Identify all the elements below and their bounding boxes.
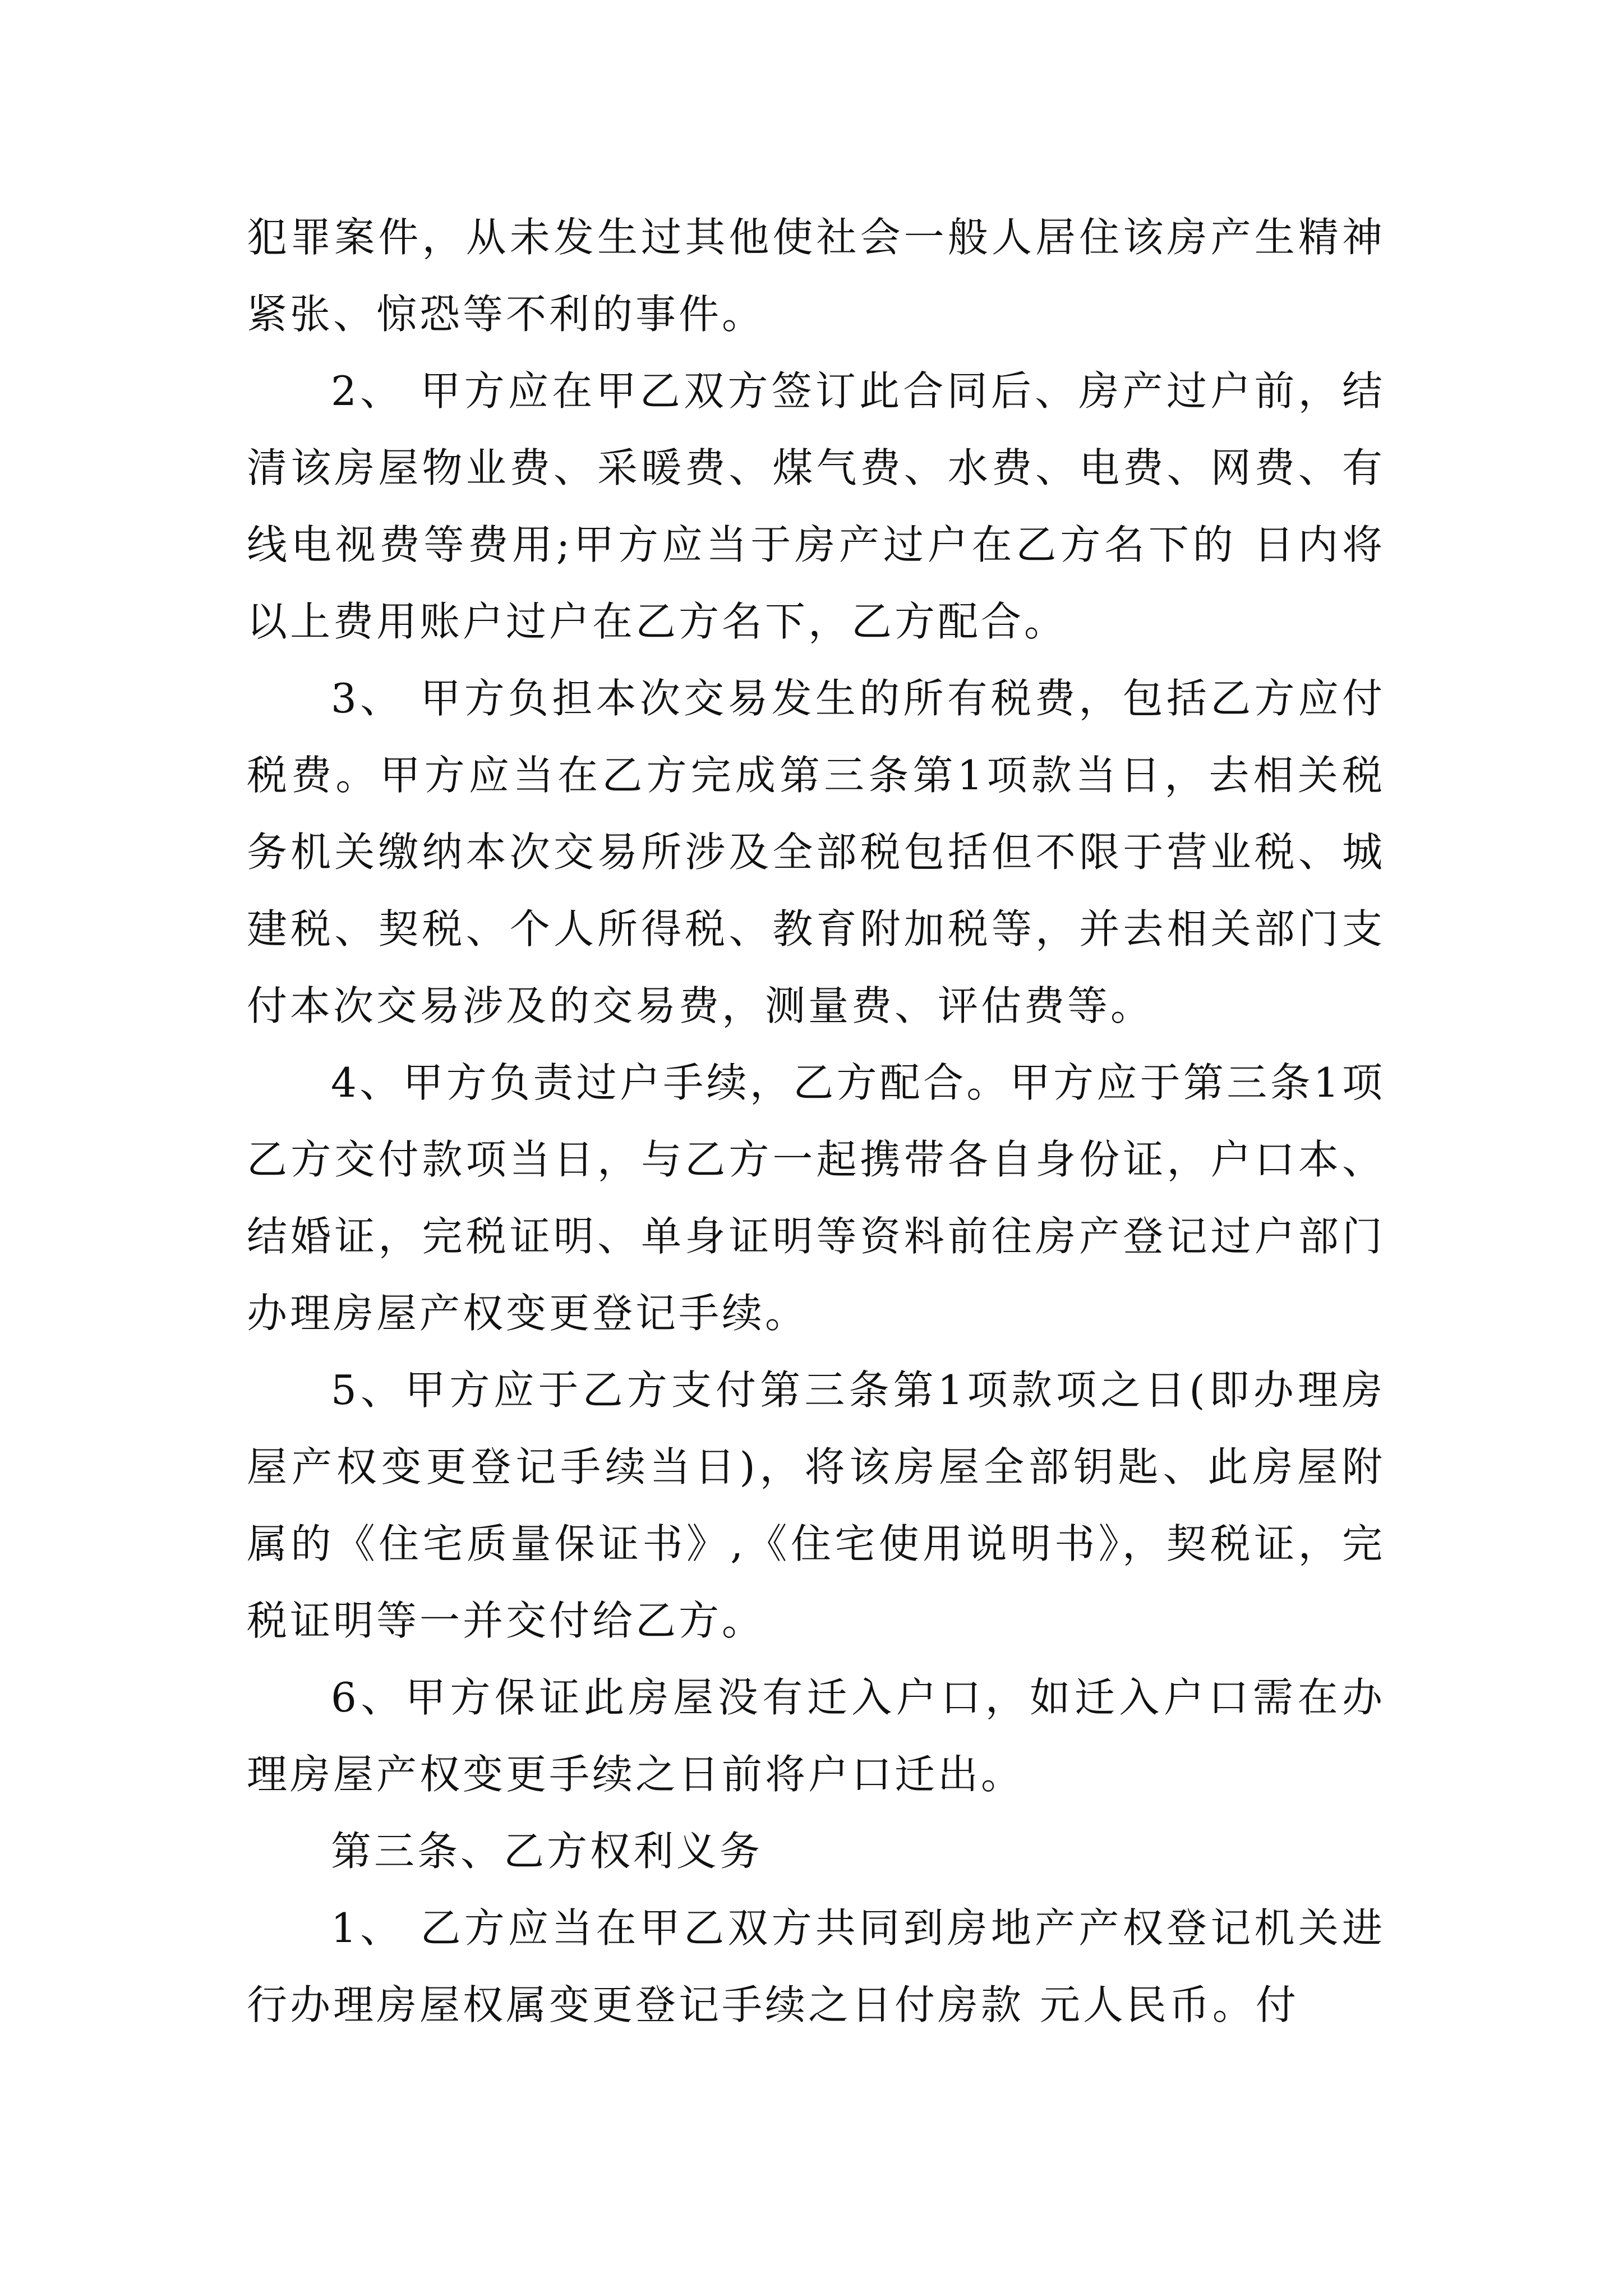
paragraph-item-6: 6、甲方保证此房屋没有迁入户口，如迁入户口需在办理房屋产权变更手续之日前将户口迁出。 <box>247 1674 1385 1798</box>
paragraph-section3-item-1: 1、 乙方应当在甲乙双方共同到房地产产权登记机关进行办理房屋权属变更登记手续之日付房款 元人民币。付 <box>247 1904 1385 2028</box>
paragraph-continuation: 犯罪案件，从未发生过其他使社会一般人居住该房产生精神紧张、惊恐等不利的事件。 <box>247 214 1385 338</box>
paragraph-item-4: 4、甲方负责过户手续，乙方配合。甲方应于第三条1项乙方交付款项当日，与乙方一起携带各自身份证，户口本、结婚证，完税证明、单身证明等资料前往房产登记过户部门办理房屋产权变更登记手续。 <box>247 1059 1385 1337</box>
paragraph-item-5: 5、甲方应于乙方支付第三条第1项款项之日(即办理房屋产权变更登记手续当日)，将该房屋全部钥匙、此房屋附属的《住宅质量保证书》,《住宅使用说明书》，契税证，完税证明等一并交付给乙方。 <box>247 1366 1385 1644</box>
paragraph-item-2: 2、 甲方应在甲乙双方签订此合同后、房产过户前，结清该房屋物业费、采暖费、煤气费、水费、电费、网费、有线电视费等费用;甲方应当于房产过户在乙方名下的 日内将以上费用账户过户在乙方名下，乙方配合。 <box>247 367 1385 645</box>
document-body <box>247 199 1385 2044</box>
paragraph-item-3: 3、 甲方负担本次交易发生的所有税费，包括乙方应付税费。甲方应当在乙方完成第三条第1项款当日，去相关税务机关缴纳本次交易所涉及全部税包括但不限于营业税、城建税、契税、个人所得税、教育附加税等，并去相关部门支付本次交易涉及的交易费，测量费、评估费等。 <box>247 675 1385 1029</box>
section-heading: 第三条、乙方权利义务 <box>331 1828 763 1875</box>
